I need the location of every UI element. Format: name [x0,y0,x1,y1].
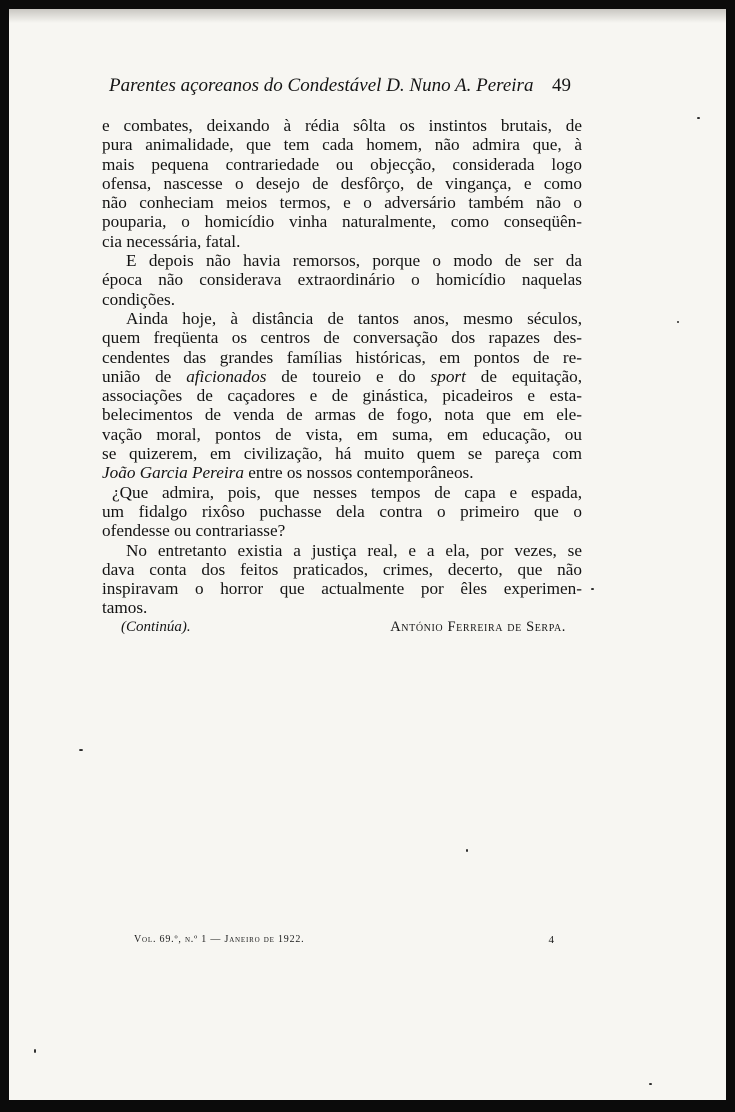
text-line: época não considerava extraordinário o homicídio naquelas [102,270,582,290]
text-line: dava conta dos feitos praticados, crimes, decerto, que não [102,559,582,579]
scan-speck [466,849,468,852]
page-header [109,75,589,103]
scan-speck [34,1049,36,1053]
text-line: vação moral, pontos de vista, em suma, em educação, ou [102,424,582,444]
text-line: No entretanto existia a justiça real, e a ela, por vezes, se [126,540,582,560]
scan-speck [677,321,679,323]
text-line: e combates, deixando à rédia sôlta os instintos brutais, de [102,116,582,135]
text-line: ofendesse ou contrariasse? [102,521,286,541]
text-line: não conheciam meios termos, e o adversário também não o [102,193,582,213]
page-paper [9,9,726,1100]
scan-speck [697,117,700,119]
volume-signature: Vol. 69.º, n.º 1 — Janeiro de 1922. [134,934,305,945]
italic-term-aficionados: aficionados [186,366,267,386]
text-line: quem freqüenta os centros de conversação dos rapazes des- [102,328,582,348]
text-segment: união de [102,366,172,386]
page-footer [134,934,554,952]
text-line-mixed [102,463,582,482]
text-line: ofensa, nascesse o desejo de desfôrço, de vingança, e como [102,173,582,193]
text-line: um fidalgo rixôso puchasse dela contra o primeiro que o [102,501,582,521]
scan-speck [79,749,83,751]
text-line: mais pequena contrariedade ou objecção, considerada logo [102,154,582,174]
italic-term-sport: sport [430,366,466,386]
text-line: pura animalidade, que tem cada homem, não admira que, à [102,135,582,155]
text-line: cia necessária, fatal. [102,231,241,251]
text-line: Ainda hoje, à distância de tantos anos, mesmo séculos, [126,308,582,328]
signature-folio: 4 [548,934,554,946]
italic-name-joao-garcia-pereira: João Garcia Pereira [102,463,244,483]
text-line: condições. [102,289,176,309]
text-line: tamos. [102,598,148,618]
text-segment: de toureio e do [281,366,416,386]
scan-speck [591,588,594,590]
scan-shadow [9,9,726,23]
text-line: pouparia, o homicídio vinha naturalmente, como conseqüên- [102,212,582,232]
text-line: E depois não havia remorsos, porque o modo de ser da [126,251,582,271]
article-body [102,116,582,618]
text-segment: entre os nossos contemporâneos. [248,463,474,483]
text-line: ¿Que admira, pois, que nesses tempos de capa e espada, [112,482,582,502]
text-line-mixed [102,367,582,386]
text-line: se quizerem, em civilização, há muito quem se pareça com [102,444,582,464]
scan-speck [649,1083,652,1085]
continua-note: (Continúa). [121,619,191,635]
text-line: belecimentos de venda de armas de fogo, nota que em ele- [102,405,582,425]
text-line: inspiravam o horror que actualmente por êles experimen- [102,579,582,599]
running-title: Parentes açoreanos do Condestável D. Nuno A. Pereira [109,75,534,96]
text-line: cendentes das grandes famílias históricas, em pontos de re- [102,347,582,367]
text-line: associações de caçadores e de ginástica, picadeiros e esta- [102,386,582,406]
author-signature: António Ferreira de Serpa. [390,619,566,635]
page-number: 49 [552,75,571,96]
text-segment: de equitação, [480,366,583,386]
article-closing [121,619,566,641]
